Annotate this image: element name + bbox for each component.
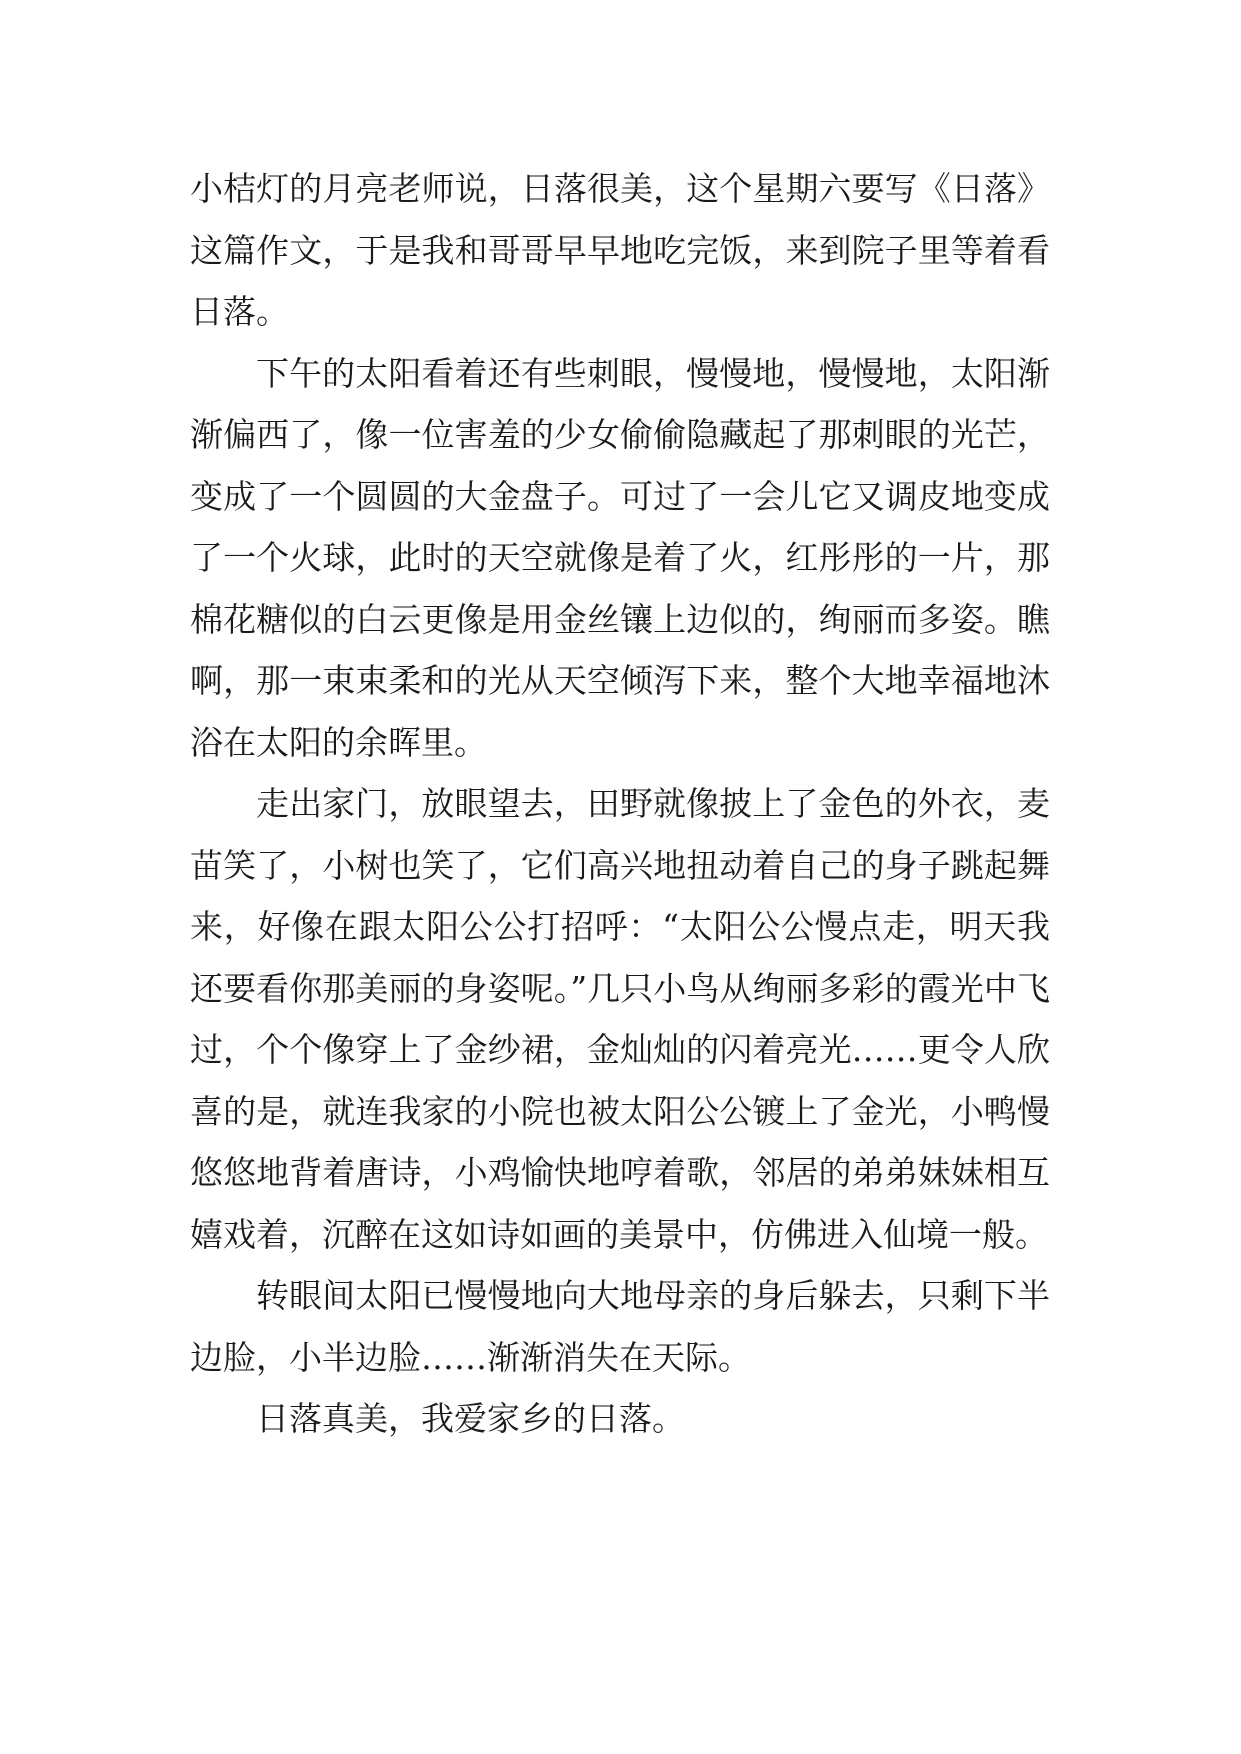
paragraph-4: 转眼间太阳已慢慢地向大地母亲的身后躲去，只剩下半边脸，小半边脸……渐渐消失在天际。	[190, 1276, 1050, 1377]
document-body	[190, 158, 1050, 1450]
paragraph-1: 小桔灯的月亮老师说，日落很美，这个星期六要写《日落》这篇作文，于是我和哥哥早早地吃完饭，来到院子里等着看日落。	[190, 169, 1050, 331]
paragraph-2: 下午的太阳看着还有些刺眼，慢慢地，慢慢地，太阳渐渐偏西了，像一位害羞的少女偷偷隐藏起了那刺眼的光芒，变成了一个圆圆的大金盘子。可过了一会儿它又调皮地变成了一个火球，此时的天空就像是着了火，红彤彤的一片，那棉花糖似的白云更像是用金丝镶上边似的，绚丽而多姿。瞧啊，那一束束柔和的光从天空倾泻下来，整个大地幸福地沐浴在太阳的余晖里。	[190, 353, 1050, 762]
paragraph-5: 日落真美，我爱家乡的日落。	[256, 1399, 685, 1438]
paragraph-3: 走出家门，放眼望去，田野就像披上了金色的外衣，麦苗笑了，小树也笑了，它们高兴地扭动着自己的身子跳起舞来，好像在跟太阳公公打招呼：“太阳公公慢点走，明天我还要看你那美丽的身姿呢。”几只小鸟从绚丽多彩的霞光中飞过，个个像穿上了金纱裙，金灿灿的闪着亮光……更令人欣喜的是，就连我家的小院也被太阳公公镀上了金光，小鸭慢悠悠地背着唐诗，小鸡愉快地哼着歌，邻居的弟弟妹妹相互嬉戏着，沉醉在这如诗如画的美景中，仿佛进入仙境一般。	[190, 784, 1050, 1254]
